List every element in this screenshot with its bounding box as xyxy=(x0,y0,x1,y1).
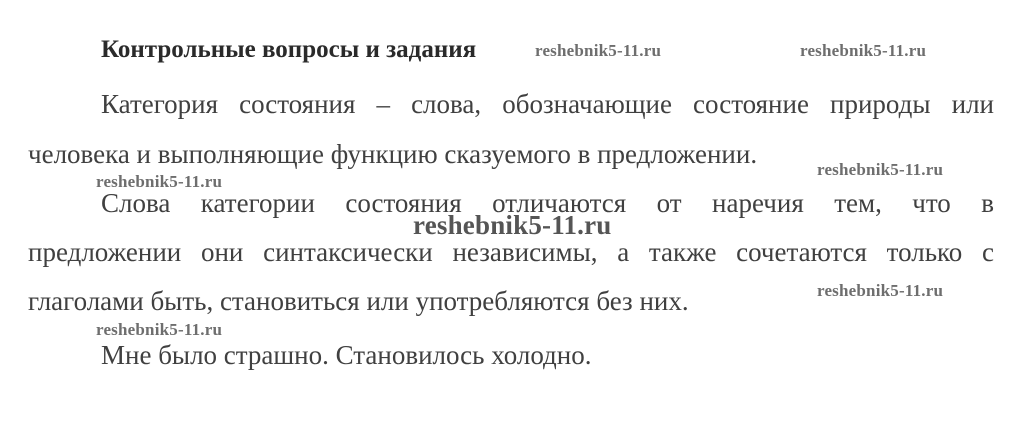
paragraph-2-line-1: Слова категории состояния отличаются от наречия тем, что в xyxy=(101,188,994,218)
section-heading: Контрольные вопросы и задания xyxy=(101,36,477,63)
paragraph-2-line-3: глаголами быть, становиться или употребляются без них. xyxy=(28,286,689,316)
paragraph-1-line-1: Категория состояния – слова, обозначающие состояние природы или xyxy=(101,89,994,119)
example-sentences: Мне было страшно. Становилось холодно. xyxy=(101,340,592,370)
watermark-large: reshebnik5-11.ru xyxy=(413,210,612,240)
watermark: reshebnik5-11.ru xyxy=(817,160,944,179)
watermark: reshebnik5-11.ru xyxy=(817,281,944,300)
watermark: reshebnik5-11.ru xyxy=(800,41,927,60)
paragraph-1-line-2: человека и выполняющие функцию сказуемого в предложении. xyxy=(28,139,758,169)
watermark: reshebnik5-11.ru xyxy=(96,320,223,339)
paragraph-2-line-2: предложении они синтаксически независимы, а также сочетаются только с xyxy=(28,237,994,267)
watermark: reshebnik5-11.ru xyxy=(535,41,662,60)
watermark: reshebnik5-11.ru xyxy=(96,172,223,191)
